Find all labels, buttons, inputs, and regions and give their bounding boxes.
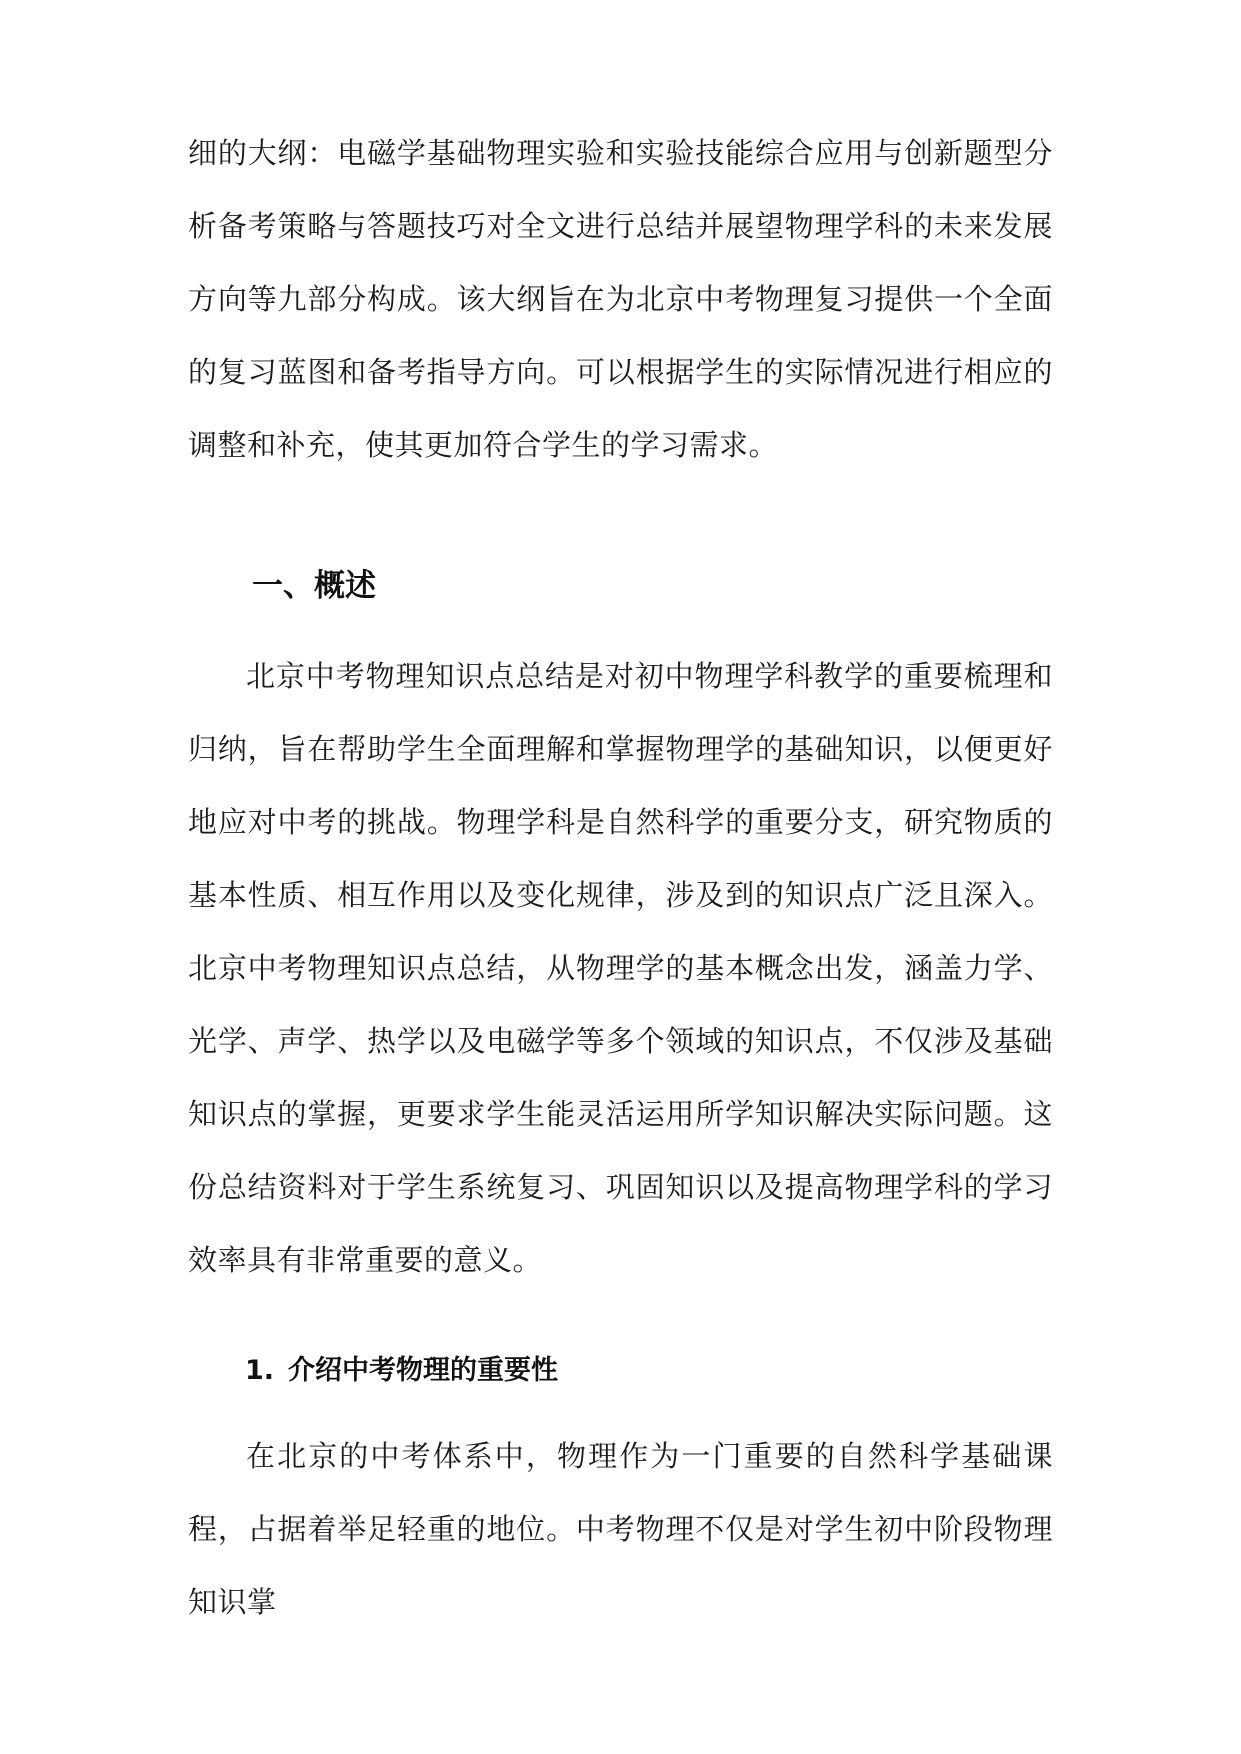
overview-paragraph: 北京中考物理知识点总结是对初中物理学科教学的重要梳理和归纳，旨在帮助学生全面理解和掌握物理学的基础知识，以便更好地应对中考的挑战。物理学科是自然科学的重要分支，研究物质的基本性质、相互作用以及变化规律，涉及到的知识点广泛且深入。北京中考物理知识点总结，从物理学的基本概念出发，涵盖力学、光学、声学、热学以及电磁学等多个领域的知识点，不仅涉及基础知识点的掌握，更要求学生能灵活运用所学知识解决实际问题。这份总结资料对于学生系统复习、巩固知识以及提高物理学科的学习效率具有非常重要的意义。 — [188, 659, 1053, 1277]
importance-paragraph: 在北京的中考体系中，物理作为一门重要的自然科学基础课程，占据着举足轻重的地位。中考物理不仅是对学生初中阶段物理知识掌 — [188, 1439, 1053, 1619]
section-heading-overview: 一、概述 — [252, 568, 376, 604]
subsection-number: 1. — [245, 1355, 275, 1386]
subsection-title: 介绍中考物理的重要性 — [288, 1355, 559, 1386]
subsection-heading-importance — [245, 1348, 558, 1387]
intro-paragraph: 细的大纲：电磁学基础物理实验和实验技能综合应用与创新题型分析备考策略与答题技巧对全文进行总结并展望物理学科的未来发展方向等九部分构成。该大纲旨在为北京中考物理复习提供一个全面的复习蓝图和备考指导方向。可以根据学生的实际情况进行相应的调整和补充，使其更加符合学生的学习需求。 — [188, 136, 1053, 462]
